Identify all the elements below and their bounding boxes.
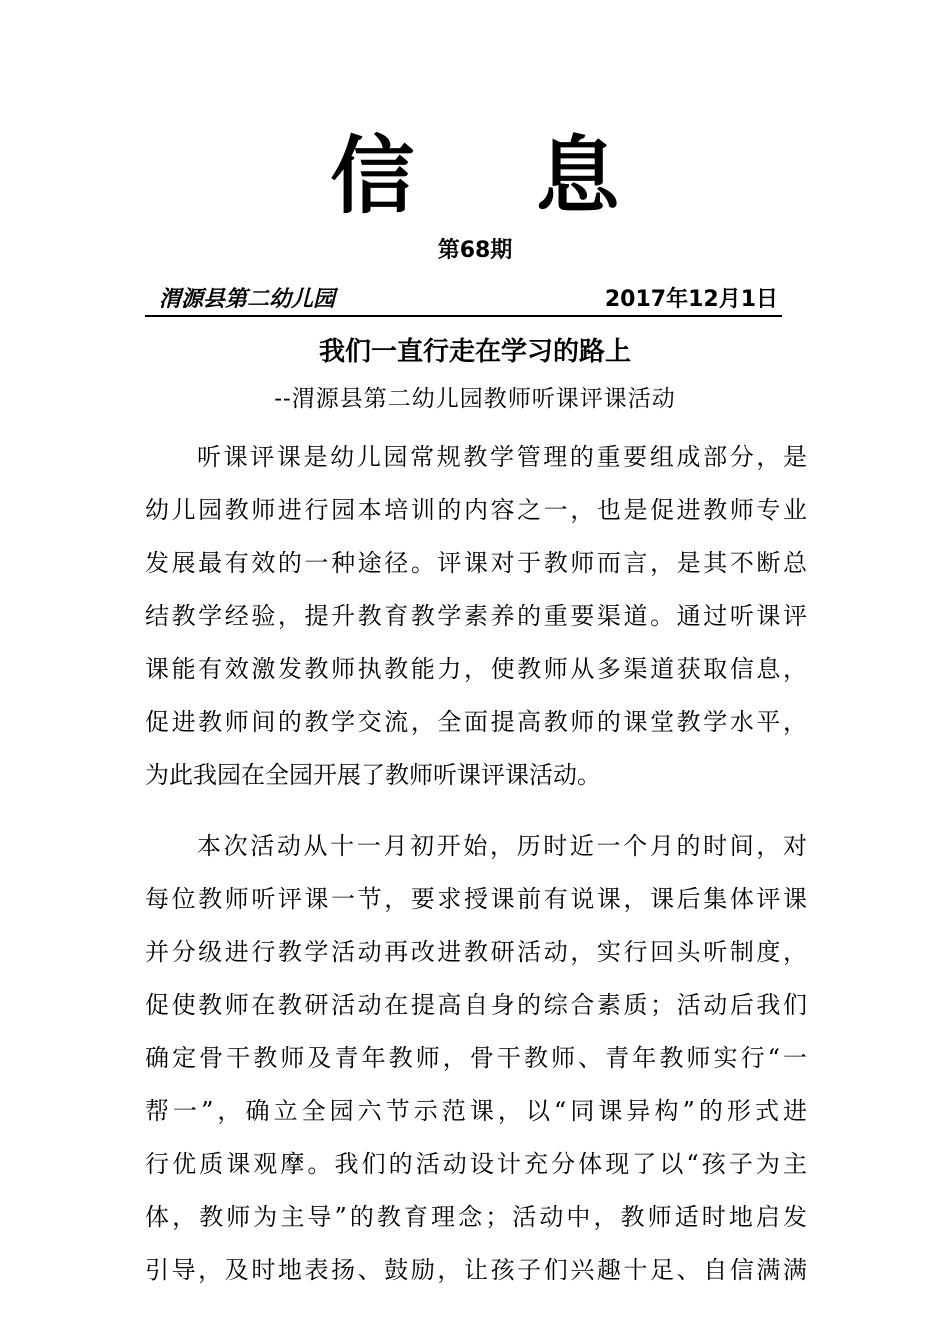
publish-date: 2017年12月1日 bbox=[604, 287, 778, 312]
text-line: 确定骨干教师及青年教师，骨干教师、青年教师实行“一 bbox=[145, 1044, 807, 1072]
text-line: 行优质课观摩。我们的活动设计充分体现了以“孩子为主 bbox=[145, 1150, 807, 1178]
text-line: 听课评课是幼儿园常规教学管理的重要组成部分，是 bbox=[197, 443, 807, 471]
article-body bbox=[145, 431, 807, 1297]
article-subtitle: --渭源县第二幼儿园教师听课评课活动 bbox=[274, 386, 676, 412]
header-rule-line bbox=[145, 285, 782, 317]
text-line: 幼儿园教师进行园本培训的内容之一，也是促进教师专业 bbox=[145, 496, 807, 524]
text-line: 促进教师间的教学交流，全面提高教师的课堂教学水平， bbox=[145, 708, 807, 736]
text-line: 引导，及时地表扬、鼓励，让孩子们兴趣十足、自信满满 bbox=[145, 1256, 807, 1284]
paragraph-1 bbox=[145, 431, 807, 802]
text-line: 发展最有效的一种途径。评课对于教师而言，是其不断总 bbox=[145, 549, 807, 577]
organization-name: 渭源县第二幼儿园 bbox=[159, 287, 336, 312]
masthead-title: 信 息 bbox=[330, 127, 666, 225]
text-line: 每位教师听评课一节，要求授课前有说课，课后集体评课 bbox=[145, 885, 807, 913]
article-title: 我们一直行走在学习的路上 bbox=[318, 337, 631, 367]
text-line: 并分级进行教学活动再改进教研活动，实行回头听制度， bbox=[145, 938, 807, 966]
text-line: 课能有效激发教师执教能力，使教师从多渠道获取信息， bbox=[145, 655, 807, 683]
text-line: 促使教师在教研活动在提高自身的综合素质；活动后我们 bbox=[145, 991, 807, 1019]
text-line: 结教学经验，提升教育教学素养的重要渠道。通过听课评 bbox=[145, 602, 807, 630]
text-line: 本次活动从十一月初开始，历时近一个月的时间，对 bbox=[197, 832, 807, 860]
text-line: 体，教师为主导”的教育理念；活动中，教师适时地启发 bbox=[145, 1203, 807, 1231]
paragraph-2 bbox=[145, 820, 807, 1297]
text-line: 为此我园在全园开展了教师听课评课活动。 bbox=[145, 761, 601, 789]
paragraph-gap bbox=[145, 802, 807, 820]
issue-number: 第68期 bbox=[437, 238, 513, 263]
text-line: 帮一”，确立全园六节示范课，以“同课异构”的形式进 bbox=[145, 1097, 807, 1125]
